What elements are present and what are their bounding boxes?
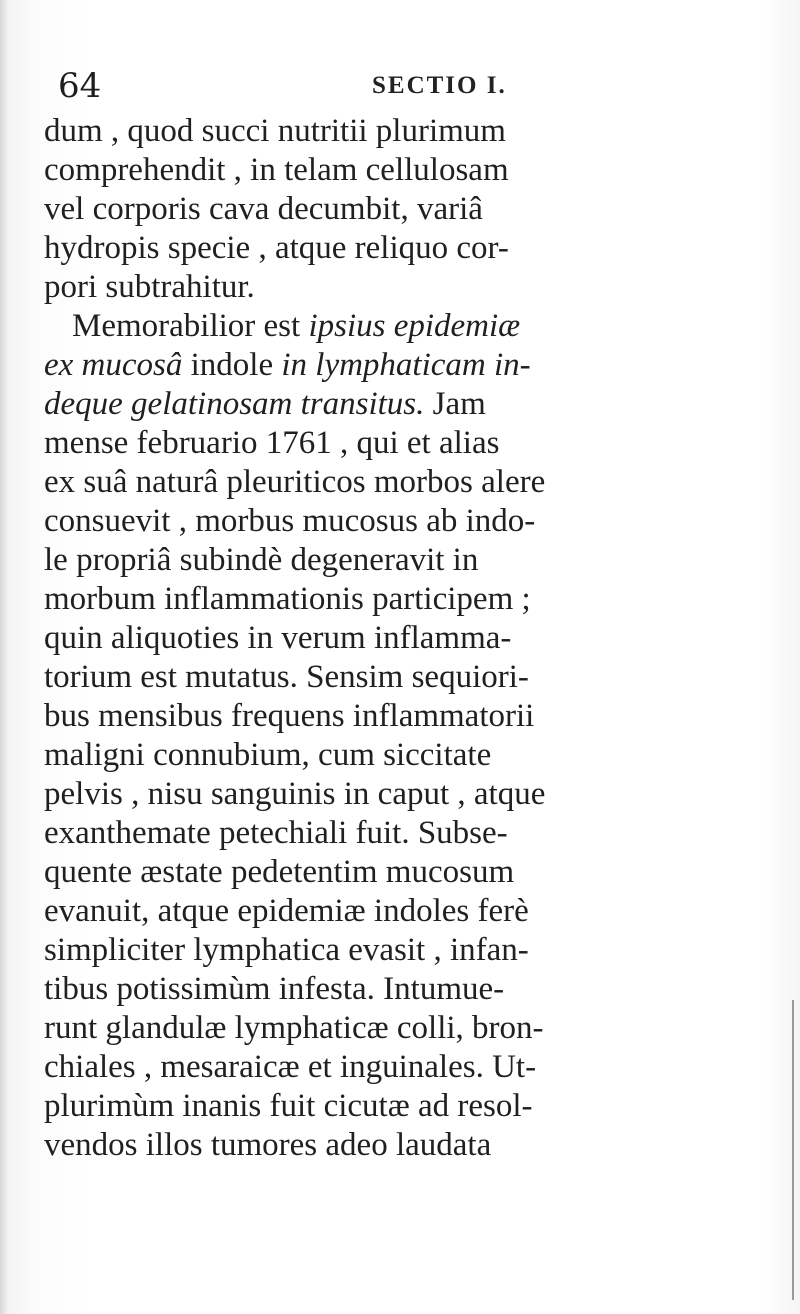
text-segment: chiales , mesaraicæ et inguinales. Ut-: [44, 1049, 537, 1085]
text-line: [44, 385, 784, 424]
text-segment: exanthemate petechiali fuit. Subse-: [44, 815, 508, 851]
text-segment: quin aliquoties in verum inflamma-: [44, 620, 512, 656]
text-line: [44, 853, 784, 892]
text-line: [44, 307, 784, 346]
text-segment: Memorabilior est: [72, 308, 309, 344]
text-segment: pelvis , nisu sanguinis in caput , atque: [44, 776, 546, 812]
binding-shadow: [0, 0, 8, 1314]
text-line: [44, 346, 784, 385]
text-segment: quente æstate pedetentim mucosum: [44, 854, 515, 890]
text-line: [44, 229, 784, 268]
text-line: [44, 1009, 784, 1048]
text-line: [44, 619, 784, 658]
text-segment: consuevit , morbus mucosus ab indo-: [44, 503, 536, 539]
text-line: [44, 775, 784, 814]
text-segment: dum , quod succi nutritii plurimum: [44, 113, 506, 149]
text-segment: plurimùm inanis fuit cicutæ ad resol-: [44, 1088, 533, 1124]
text-line: [44, 658, 784, 697]
text-segment: simpliciter lymphatica evasit , infan-: [44, 932, 529, 968]
text-line: [44, 502, 784, 541]
text-line: [44, 580, 784, 619]
text-segment: tibus potissimùm infesta. Intumue-: [44, 971, 505, 1007]
italic-text: deque gelatinosam transitus.: [44, 386, 425, 422]
text-line: [44, 1048, 784, 1087]
text-line: [44, 814, 784, 853]
text-segment: bus mensibus frequens inflammatorii: [44, 698, 535, 734]
running-head: SECTIO I.: [372, 72, 507, 99]
text-line: [44, 892, 784, 931]
text-segment: torium est mutatus. Sensim sequiori-: [44, 659, 529, 695]
text-line: [44, 268, 784, 307]
text-segment: evanuit, atque epidemiæ indoles ferè: [44, 893, 529, 929]
text-line: [44, 736, 784, 775]
text-segment: maligni connubium, cum siccitate: [44, 737, 492, 773]
text-line: [44, 1087, 784, 1126]
text-segment: vendos illos tumores adeo laudata: [44, 1127, 492, 1163]
italic-text: ex mucosâ: [44, 347, 183, 383]
text-segment: le propriâ subindè degeneravit in: [44, 542, 479, 578]
text-line: [44, 112, 784, 151]
italic-text: in lymphaticam in-: [281, 347, 531, 383]
text-line: [44, 463, 784, 502]
body-text: [44, 112, 784, 1165]
text-segment: indole: [182, 347, 282, 383]
text-segment: hydropis specie , atque reliquo cor-: [44, 230, 509, 266]
text-line: [44, 697, 784, 736]
text-segment: comprehendit , in telam cellulosam: [44, 152, 509, 188]
italic-text: ipsius epidemiæ: [308, 308, 521, 344]
text-segment: vel corporis cava decumbit, variâ: [44, 191, 483, 227]
page-edge-rule: [792, 1000, 794, 1300]
text-line: [44, 541, 784, 580]
text-segment: runt glandulæ lymphaticæ colli, bron-: [44, 1010, 544, 1046]
text-segment: Jam: [424, 386, 486, 422]
text-line: [44, 151, 784, 190]
text-segment: morbum inflammationis participem ;: [44, 581, 531, 617]
text-segment: pori subtrahitur.: [44, 269, 255, 305]
text-segment: ex suâ naturâ pleuriticos morbos alere: [44, 464, 546, 500]
text-line: [44, 970, 784, 1009]
text-line: [44, 1126, 784, 1165]
page-number: 64: [58, 66, 102, 106]
page-header: [0, 66, 800, 106]
text-line: [44, 931, 784, 970]
text-line: [44, 190, 784, 229]
text-line: [44, 424, 784, 463]
text-segment: mense februario 1761 , qui et alias: [44, 425, 500, 461]
